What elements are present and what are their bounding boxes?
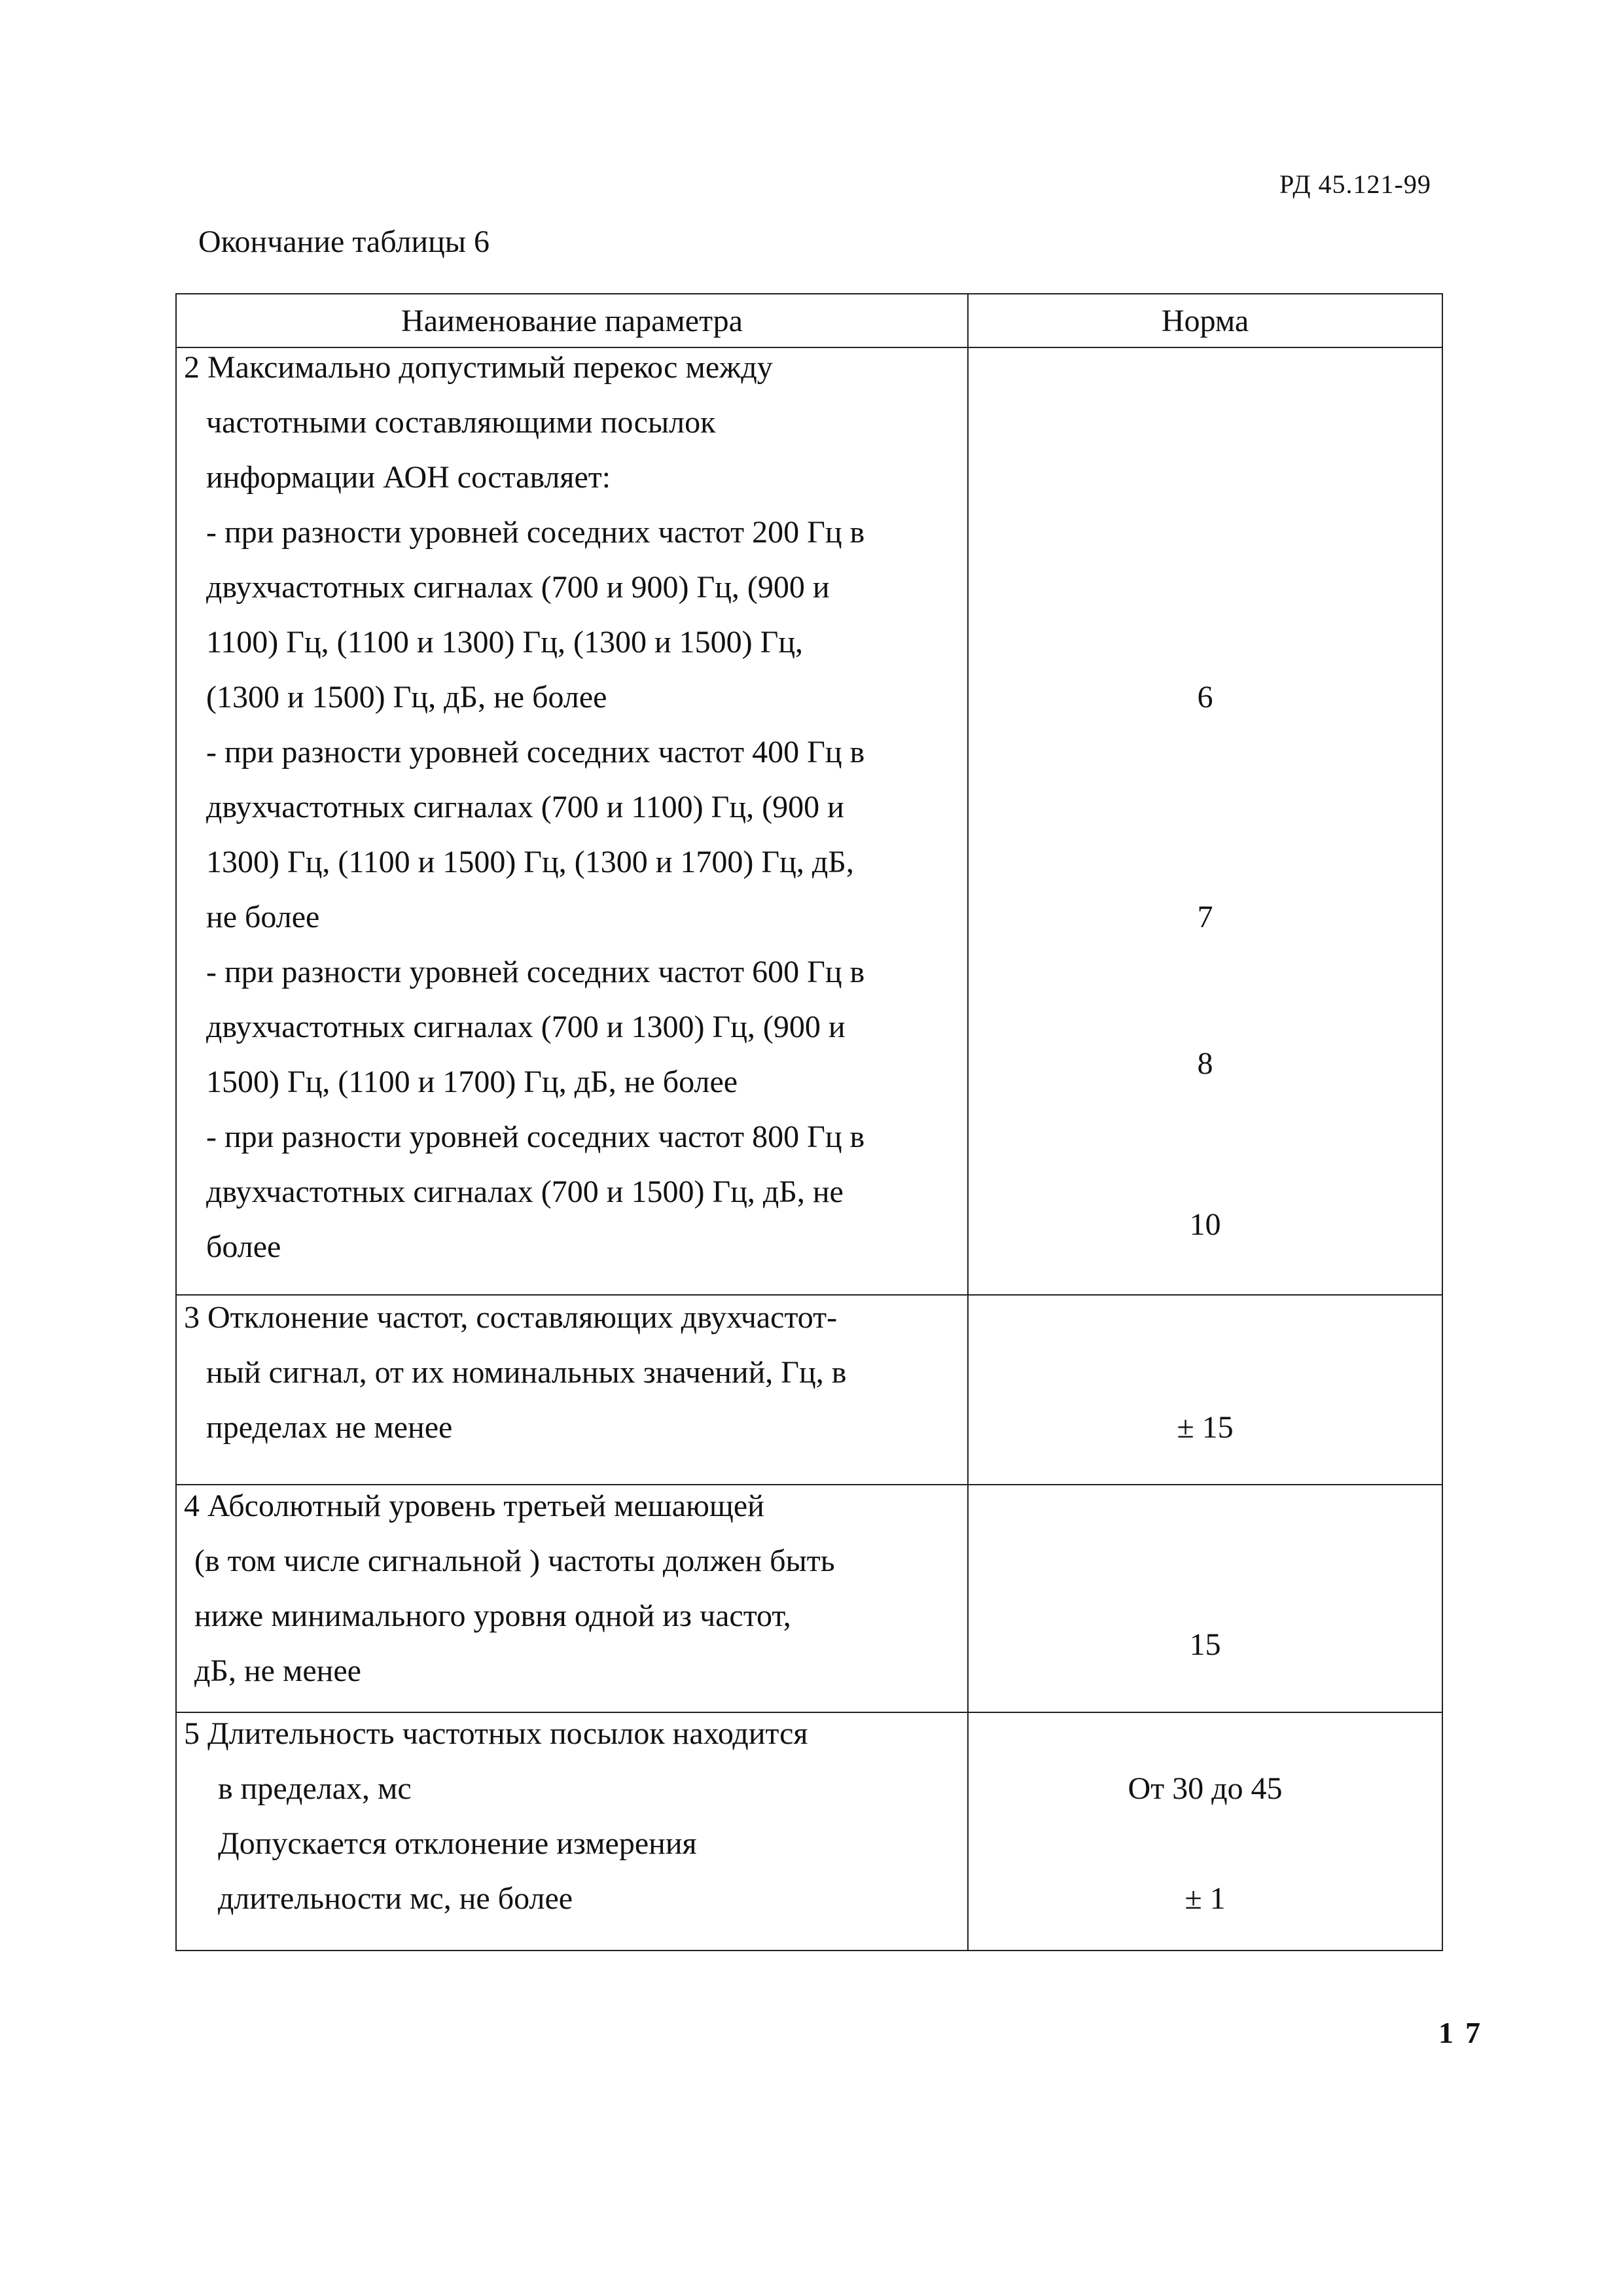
parameter-line: не более bbox=[206, 900, 320, 934]
norm-cell bbox=[968, 1712, 1442, 1951]
parameter-line: (в том числе сигнальной ) частоты должен быть bbox=[194, 1544, 835, 1578]
parameter-line: частотными составляющими посылок bbox=[206, 405, 716, 440]
norm-value: 15 bbox=[1189, 1627, 1221, 1662]
parameter-line: информации АОН составляет: bbox=[206, 460, 611, 495]
table-row bbox=[176, 1712, 1442, 1951]
parameter-line: дБ, не менее bbox=[194, 1653, 361, 1688]
parameter-line: 1500) Гц, (1100 и 1700) Гц, дБ, не более bbox=[206, 1065, 738, 1099]
parameters-table bbox=[175, 293, 1442, 1947]
parameter-line: - при разности уровней соседних частот 800 Гц в bbox=[206, 1120, 865, 1154]
parameter-line: длительности мс, не более bbox=[218, 1881, 573, 1916]
column-header-norm: Норма bbox=[968, 294, 1442, 347]
parameter-line: - при разности уровней соседних частот 200 Гц в bbox=[206, 515, 865, 550]
norm-value: 6 bbox=[1197, 680, 1213, 715]
norm-value: 7 bbox=[1197, 900, 1213, 934]
parameter-line: пределах не менее bbox=[206, 1410, 453, 1445]
table-caption: Окончание таблицы 6 bbox=[198, 224, 490, 259]
parameter-line: 1300) Гц, (1100 и 1500) Гц, (1300 и 1700) Гц, дБ, bbox=[206, 845, 854, 879]
table-row bbox=[176, 1485, 1442, 1712]
parameter-cell bbox=[176, 1712, 968, 1951]
parameter-cell bbox=[176, 347, 968, 1295]
parameter-line: 5 Длительность частотных посылок находится bbox=[184, 1716, 808, 1751]
parameter-line: двухчастотных сигналах (700 и 1300) Гц, (900 и bbox=[206, 1010, 846, 1044]
norm-value: ± 15 bbox=[1177, 1410, 1234, 1445]
norm-value: От 30 до 45 bbox=[1128, 1771, 1283, 1806]
column-header-parameter: Наименование параметра bbox=[176, 294, 968, 347]
parameter-line: более bbox=[206, 1229, 281, 1264]
parameter-line: ниже минимального уровня одной из частот, bbox=[194, 1598, 791, 1633]
parameter-line: - при разности уровней соседних частот 600 Гц в bbox=[206, 955, 865, 989]
norm-value: ± 1 bbox=[1185, 1881, 1226, 1916]
parameter-line: 3 Отклонение частот, составляющих двухчастот- bbox=[184, 1300, 838, 1335]
parameter-line: Допускается отклонение измерения bbox=[218, 1826, 697, 1861]
norm-value: 8 bbox=[1197, 1046, 1213, 1081]
parameter-line: 4 Абсолютный уровень третьей мешающей bbox=[184, 1489, 764, 1523]
parameter-line: (1300 и 1500) Гц, дБ, не более bbox=[206, 680, 607, 715]
parameter-line: двухчастотных сигналах (700 и 1100) Гц, (900 и bbox=[206, 790, 844, 824]
table-row bbox=[176, 347, 1442, 1295]
parameter-line: двухчастотных сигналах (700 и 900) Гц, (900 и bbox=[206, 570, 830, 605]
parameter-line: ный сигнал, от их номинальных значений, Гц, в bbox=[206, 1355, 847, 1390]
norm-value: 10 bbox=[1189, 1207, 1221, 1242]
table-row bbox=[176, 1295, 1442, 1485]
parameter-line: 2 Максимально допустимый перекос между bbox=[184, 350, 773, 385]
norm-cell bbox=[968, 1295, 1442, 1485]
norm-cell bbox=[968, 1485, 1442, 1712]
parameter-cell bbox=[176, 1295, 968, 1485]
parameter-line: 1100) Гц, (1100 и 1300) Гц, (1300 и 1500) Гц, bbox=[206, 625, 804, 660]
parameter-line: - при разности уровней соседних частот 400 Гц в bbox=[206, 735, 865, 769]
document-code: РД 45.121-99 bbox=[1279, 169, 1431, 199]
parameter-line: двухчастотных сигналах (700 и 1500) Гц, дБ, не bbox=[206, 1174, 844, 1209]
parameter-line: в пределах, мс bbox=[218, 1771, 412, 1806]
page-number: 17 bbox=[1438, 2016, 1492, 2049]
norm-cell bbox=[968, 347, 1442, 1295]
parameter-cell bbox=[176, 1485, 968, 1712]
